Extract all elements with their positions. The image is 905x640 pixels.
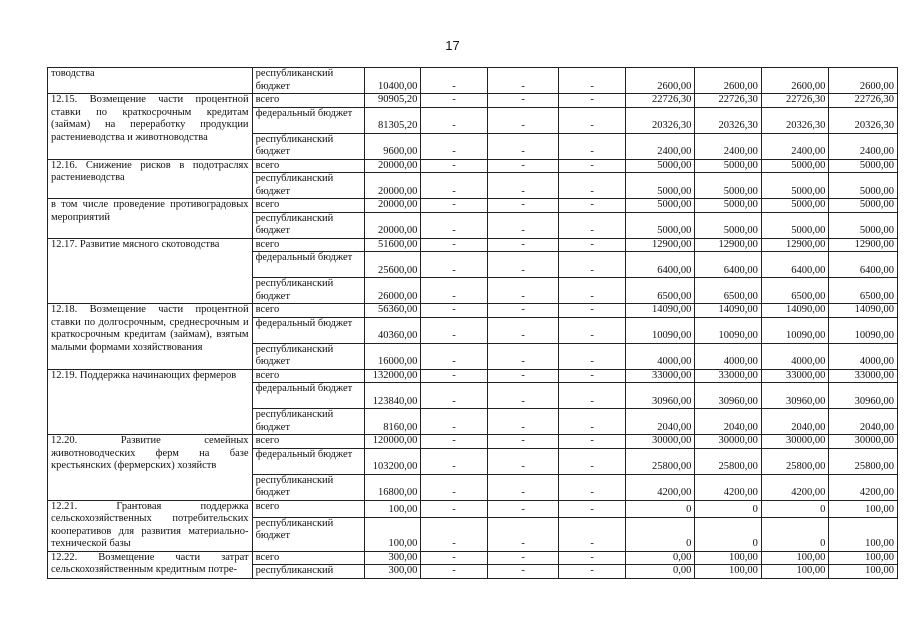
year-amount-cell: 25800,00 xyxy=(625,448,695,474)
year-amount-cell: 5000,00 xyxy=(625,159,695,173)
year-amount-cell: - xyxy=(487,409,559,435)
year-amount-cell: - xyxy=(559,238,625,252)
year-amount-cell: - xyxy=(421,133,487,159)
total-amount-cell: 90905,20 xyxy=(365,94,421,108)
year-amount-cell: 10090,00 xyxy=(761,317,829,343)
year-amount-cell: - xyxy=(487,94,559,108)
funding-source: всего xyxy=(252,238,365,252)
year-amount-cell: 5000,00 xyxy=(829,199,898,213)
year-amount-cell: 5000,00 xyxy=(829,159,898,173)
year-amount-cell: 0 xyxy=(695,500,761,517)
funding-source: федеральный бюджет xyxy=(252,448,365,474)
year-amount-cell: - xyxy=(421,448,487,474)
year-amount-cell: - xyxy=(421,107,487,133)
year-amount-cell: - xyxy=(559,107,625,133)
year-amount-cell: 30960,00 xyxy=(761,383,829,409)
year-amount-cell: 2600,00 xyxy=(761,68,829,94)
year-amount-cell: 2600,00 xyxy=(625,68,695,94)
year-amount-cell: - xyxy=(487,199,559,213)
year-amount-cell: 10090,00 xyxy=(695,317,761,343)
year-amount-cell: 5000,00 xyxy=(625,173,695,199)
year-amount-cell: 5000,00 xyxy=(761,159,829,173)
year-amount-cell: 100,00 xyxy=(829,551,898,565)
year-amount-cell: - xyxy=(421,409,487,435)
year-amount-cell: 33000,00 xyxy=(829,369,898,383)
year-amount-cell: 30000,00 xyxy=(625,435,695,449)
year-amount-cell: 100,00 xyxy=(761,551,829,565)
measure-description: 12.17. Развитие мясного скотоводства xyxy=(48,238,253,304)
year-amount-cell: - xyxy=(487,278,559,304)
year-amount-cell: 0,00 xyxy=(625,565,695,579)
year-amount-cell: 100,00 xyxy=(761,565,829,579)
total-amount-cell: 300,00 xyxy=(365,565,421,579)
year-amount-cell: - xyxy=(487,500,559,517)
year-amount-cell: 25800,00 xyxy=(695,448,761,474)
year-amount-cell: - xyxy=(559,448,625,474)
year-amount-cell: - xyxy=(487,369,559,383)
funding-source: всего xyxy=(252,369,365,383)
measure-description: 12.21. Грантовая поддержка сельскохозяйственных потребительских кооперативов для развития материально-технической базы xyxy=(48,500,253,551)
year-amount-cell: 22726,30 xyxy=(829,94,898,108)
funding-source: республиканский бюджет xyxy=(252,343,365,369)
year-amount-cell: 5000,00 xyxy=(695,159,761,173)
table-row xyxy=(48,159,898,173)
year-amount-cell: 20326,30 xyxy=(695,107,761,133)
year-amount-cell: 5000,00 xyxy=(625,212,695,238)
year-amount-cell: 25800,00 xyxy=(829,448,898,474)
year-amount-cell: - xyxy=(559,369,625,383)
year-amount-cell: - xyxy=(559,317,625,343)
funding-source: всего xyxy=(252,551,365,565)
year-amount-cell: - xyxy=(421,435,487,449)
year-amount-cell: - xyxy=(421,173,487,199)
year-amount-cell: - xyxy=(421,551,487,565)
year-amount-cell: 0 xyxy=(625,517,695,551)
year-amount-cell: 22726,30 xyxy=(761,94,829,108)
year-amount-cell: 22726,30 xyxy=(695,94,761,108)
year-amount-cell: 12900,00 xyxy=(695,238,761,252)
year-amount-cell: - xyxy=(421,278,487,304)
year-amount-cell: 100,00 xyxy=(829,517,898,551)
year-amount-cell: 25800,00 xyxy=(761,448,829,474)
funding-source: республиканский бюджет xyxy=(252,133,365,159)
year-amount-cell: 100,00 xyxy=(695,565,761,579)
year-amount-cell: - xyxy=(421,500,487,517)
measure-description: 12.18. Возмещение части процентной ставки по долгосрочным, среднесрочным и краткосрочным кредитам (займам), взятым малыми формами хозяйствования xyxy=(48,304,253,370)
total-amount-cell: 132000,00 xyxy=(365,369,421,383)
year-amount-cell: 4200,00 xyxy=(761,474,829,500)
total-amount-cell: 20000,00 xyxy=(365,199,421,213)
year-amount-cell: 6400,00 xyxy=(625,252,695,278)
year-amount-cell: 14090,00 xyxy=(695,304,761,318)
year-amount-cell: 4200,00 xyxy=(695,474,761,500)
year-amount-cell: - xyxy=(421,94,487,108)
year-amount-cell: - xyxy=(487,435,559,449)
year-amount-cell: 10090,00 xyxy=(829,317,898,343)
year-amount-cell: - xyxy=(487,343,559,369)
year-amount-cell: 30960,00 xyxy=(625,383,695,409)
year-amount-cell: - xyxy=(487,551,559,565)
year-amount-cell: - xyxy=(559,304,625,318)
year-amount-cell: - xyxy=(487,474,559,500)
year-amount-cell: 5000,00 xyxy=(761,173,829,199)
year-amount-cell: 4200,00 xyxy=(829,474,898,500)
funding-source: федеральный бюджет xyxy=(252,107,365,133)
measure-description: 12.16. Снижение рисков в подотраслях растениеводства xyxy=(48,159,253,199)
year-amount-cell: 5000,00 xyxy=(695,173,761,199)
year-amount-cell: 12900,00 xyxy=(625,238,695,252)
year-amount-cell: 2400,00 xyxy=(761,133,829,159)
year-amount-cell: - xyxy=(559,517,625,551)
year-amount-cell: - xyxy=(421,252,487,278)
table-row xyxy=(48,369,898,383)
year-amount-cell: 6500,00 xyxy=(829,278,898,304)
funding-source: всего xyxy=(252,199,365,213)
year-amount-cell: 2400,00 xyxy=(625,133,695,159)
year-amount-cell: 0 xyxy=(761,517,829,551)
table-row xyxy=(48,304,898,318)
year-amount-cell: 5000,00 xyxy=(625,199,695,213)
measure-description: 12.22. Возмещение части затрат сельскохозяйственным кредитным потре- xyxy=(48,551,253,578)
year-amount-cell: 4000,00 xyxy=(625,343,695,369)
funding-source: всего xyxy=(252,304,365,318)
funding-source: республиканский бюджет xyxy=(252,212,365,238)
total-amount-cell: 9600,00 xyxy=(365,133,421,159)
year-amount-cell: - xyxy=(559,383,625,409)
year-amount-cell: 10090,00 xyxy=(625,317,695,343)
year-amount-cell: 5000,00 xyxy=(761,212,829,238)
year-amount-cell: 0 xyxy=(695,517,761,551)
year-amount-cell: - xyxy=(421,369,487,383)
year-amount-cell: - xyxy=(559,68,625,94)
total-amount-cell: 8160,00 xyxy=(365,409,421,435)
total-amount-cell: 100,00 xyxy=(365,517,421,551)
year-amount-cell: 12900,00 xyxy=(761,238,829,252)
year-amount-cell: 100,00 xyxy=(829,565,898,579)
measure-description: товодства xyxy=(48,68,253,94)
total-amount-cell: 123840,00 xyxy=(365,383,421,409)
funding-source: республиканский бюджет xyxy=(252,173,365,199)
year-amount-cell: - xyxy=(487,565,559,579)
year-amount-cell: - xyxy=(559,199,625,213)
year-amount-cell: - xyxy=(487,517,559,551)
year-amount-cell: - xyxy=(421,159,487,173)
year-amount-cell: - xyxy=(487,159,559,173)
year-amount-cell: 2600,00 xyxy=(695,68,761,94)
total-amount-cell: 40360,00 xyxy=(365,317,421,343)
year-amount-cell: - xyxy=(487,304,559,318)
year-amount-cell: 6400,00 xyxy=(829,252,898,278)
total-amount-cell: 81305,20 xyxy=(365,107,421,133)
year-amount-cell: 30960,00 xyxy=(695,383,761,409)
funding-source: федеральный бюджет xyxy=(252,252,365,278)
year-amount-cell: 100,00 xyxy=(695,551,761,565)
year-amount-cell: 0,00 xyxy=(625,551,695,565)
table-row xyxy=(48,94,898,108)
year-amount-cell: 5000,00 xyxy=(829,212,898,238)
year-amount-cell: 0 xyxy=(625,500,695,517)
year-amount-cell: - xyxy=(487,317,559,343)
year-amount-cell: 33000,00 xyxy=(695,369,761,383)
table-row xyxy=(48,68,898,94)
year-amount-cell: 30000,00 xyxy=(761,435,829,449)
year-amount-cell: 6400,00 xyxy=(761,252,829,278)
total-amount-cell: 16800,00 xyxy=(365,474,421,500)
total-amount-cell: 25600,00 xyxy=(365,252,421,278)
year-amount-cell: 6500,00 xyxy=(695,278,761,304)
year-amount-cell: - xyxy=(559,133,625,159)
measure-description: 12.19. Поддержка начинающих фермеров xyxy=(48,369,253,435)
year-amount-cell: - xyxy=(559,252,625,278)
year-amount-cell: - xyxy=(487,212,559,238)
total-amount-cell: 103200,00 xyxy=(365,448,421,474)
year-amount-cell: - xyxy=(559,94,625,108)
year-amount-cell: - xyxy=(421,212,487,238)
funding-source: республиканский бюджет xyxy=(252,68,365,94)
year-amount-cell: - xyxy=(487,252,559,278)
year-amount-cell: - xyxy=(559,409,625,435)
year-amount-cell: 30000,00 xyxy=(695,435,761,449)
year-amount-cell: 2040,00 xyxy=(625,409,695,435)
year-amount-cell: - xyxy=(487,68,559,94)
total-amount-cell: 120000,00 xyxy=(365,435,421,449)
year-amount-cell: - xyxy=(559,343,625,369)
year-amount-cell: 12900,00 xyxy=(829,238,898,252)
year-amount-cell: 20326,30 xyxy=(625,107,695,133)
budget-table xyxy=(47,67,898,579)
year-amount-cell: 2040,00 xyxy=(695,409,761,435)
year-amount-cell: - xyxy=(421,238,487,252)
total-amount-cell: 10400,00 xyxy=(365,68,421,94)
year-amount-cell: 6500,00 xyxy=(761,278,829,304)
year-amount-cell: 30960,00 xyxy=(829,383,898,409)
year-amount-cell: - xyxy=(487,133,559,159)
year-amount-cell: 0 xyxy=(761,500,829,517)
year-amount-cell: 4000,00 xyxy=(695,343,761,369)
year-amount-cell: - xyxy=(421,68,487,94)
year-amount-cell: 14090,00 xyxy=(829,304,898,318)
year-amount-cell: - xyxy=(421,517,487,551)
funding-source: республиканский бюджет xyxy=(252,278,365,304)
year-amount-cell: 2040,00 xyxy=(829,409,898,435)
page-number: 17 xyxy=(445,38,460,53)
year-amount-cell: 14090,00 xyxy=(625,304,695,318)
table-row xyxy=(48,500,898,517)
year-amount-cell: 20326,30 xyxy=(829,107,898,133)
year-amount-cell: - xyxy=(559,212,625,238)
year-amount-cell: 2400,00 xyxy=(695,133,761,159)
funding-source: федеральный бюджет xyxy=(252,383,365,409)
year-amount-cell: 4200,00 xyxy=(625,474,695,500)
funding-source: всего xyxy=(252,435,365,449)
table-row xyxy=(48,435,898,449)
year-amount-cell: - xyxy=(559,551,625,565)
year-amount-cell: 5000,00 xyxy=(695,212,761,238)
total-amount-cell: 56360,00 xyxy=(365,304,421,318)
year-amount-cell: - xyxy=(421,304,487,318)
year-amount-cell: 4000,00 xyxy=(829,343,898,369)
year-amount-cell: 2040,00 xyxy=(761,409,829,435)
funding-source: федеральный бюджет xyxy=(252,317,365,343)
funding-source: республиканский xyxy=(252,565,365,579)
total-amount-cell: 300,00 xyxy=(365,551,421,565)
year-amount-cell: 6500,00 xyxy=(625,278,695,304)
year-amount-cell: - xyxy=(487,173,559,199)
year-amount-cell: 30000,00 xyxy=(829,435,898,449)
year-amount-cell: - xyxy=(421,317,487,343)
year-amount-cell: - xyxy=(421,565,487,579)
table-row xyxy=(48,551,898,565)
year-amount-cell: - xyxy=(487,448,559,474)
funding-source: республиканский бюджет xyxy=(252,409,365,435)
table-row xyxy=(48,199,898,213)
funding-source: всего xyxy=(252,500,365,517)
year-amount-cell: 2600,00 xyxy=(829,68,898,94)
year-amount-cell: 5000,00 xyxy=(761,199,829,213)
year-amount-cell: - xyxy=(559,278,625,304)
year-amount-cell: - xyxy=(559,500,625,517)
year-amount-cell: - xyxy=(421,383,487,409)
year-amount-cell: - xyxy=(559,435,625,449)
year-amount-cell: - xyxy=(421,199,487,213)
year-amount-cell: - xyxy=(421,343,487,369)
year-amount-cell: 100,00 xyxy=(829,500,898,517)
measure-description: в том числе проведение противоградовых мероприятий xyxy=(48,199,253,239)
total-amount-cell: 16000,00 xyxy=(365,343,421,369)
year-amount-cell: 33000,00 xyxy=(625,369,695,383)
year-amount-cell: - xyxy=(487,383,559,409)
total-amount-cell: 26000,00 xyxy=(365,278,421,304)
year-amount-cell: 22726,30 xyxy=(625,94,695,108)
measure-description: 12.15. Возмещение части процентной ставки по краткосрочным кредитам (займам) на переработку продукции растениеводства и животноводства xyxy=(48,94,253,160)
total-amount-cell: 51600,00 xyxy=(365,238,421,252)
year-amount-cell: 33000,00 xyxy=(761,369,829,383)
year-amount-cell: - xyxy=(487,107,559,133)
year-amount-cell: - xyxy=(559,474,625,500)
funding-source: всего xyxy=(252,159,365,173)
year-amount-cell: - xyxy=(487,238,559,252)
funding-source: республиканский бюджет xyxy=(252,474,365,500)
year-amount-cell: 14090,00 xyxy=(761,304,829,318)
funding-source: всего xyxy=(252,94,365,108)
year-amount-cell: - xyxy=(559,565,625,579)
total-amount-cell: 20000,00 xyxy=(365,173,421,199)
year-amount-cell: 2400,00 xyxy=(829,133,898,159)
year-amount-cell: 5000,00 xyxy=(695,199,761,213)
year-amount-cell: - xyxy=(559,173,625,199)
year-amount-cell: 6400,00 xyxy=(695,252,761,278)
year-amount-cell: 4000,00 xyxy=(761,343,829,369)
year-amount-cell: 5000,00 xyxy=(829,173,898,199)
total-amount-cell: 20000,00 xyxy=(365,159,421,173)
total-amount-cell: 20000,00 xyxy=(365,212,421,238)
table-row xyxy=(48,238,898,252)
total-amount-cell: 100,00 xyxy=(365,500,421,517)
year-amount-cell: - xyxy=(559,159,625,173)
measure-description: 12.20. Развитие семейных животноводческих ферм на базе крестьянских (фермерских) хозяйств xyxy=(48,435,253,501)
year-amount-cell: 20326,30 xyxy=(761,107,829,133)
funding-source: республиканский бюджет xyxy=(252,517,365,551)
year-amount-cell: - xyxy=(421,474,487,500)
